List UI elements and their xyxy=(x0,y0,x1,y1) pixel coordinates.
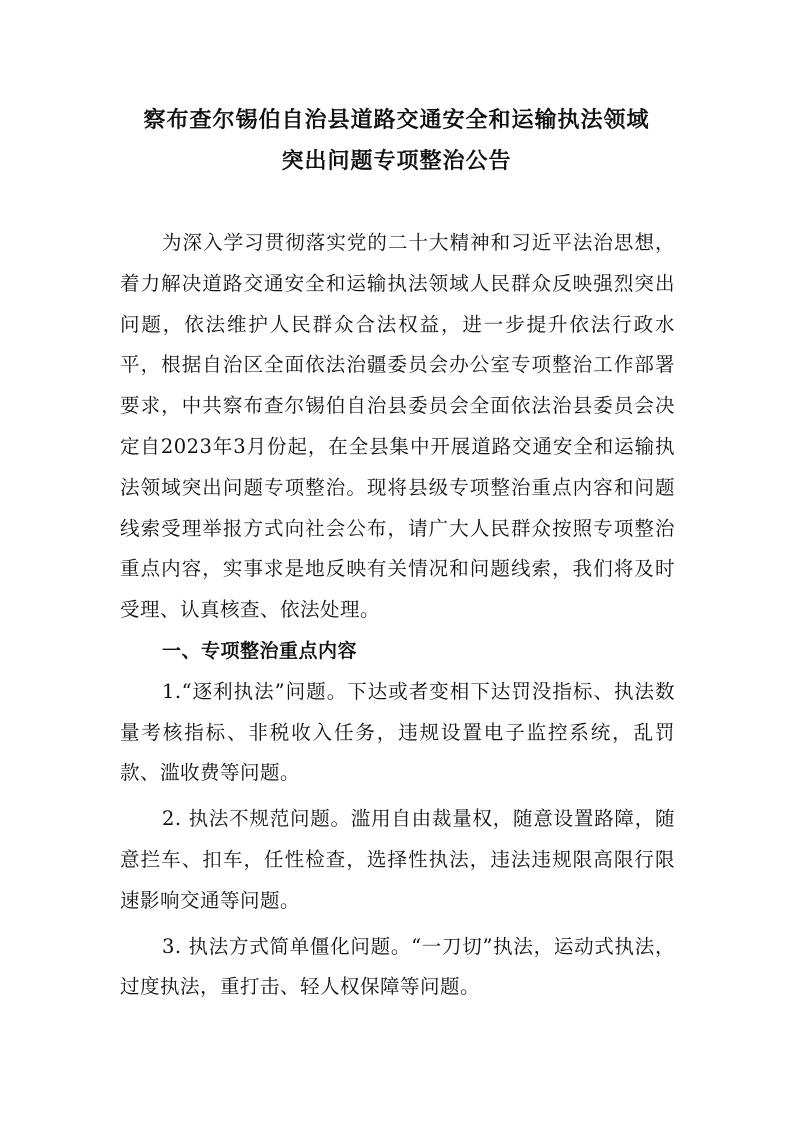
document-body xyxy=(120,223,675,1013)
list-item-1: 1.“逐利执法”问题。下达或者变相下达罚没指标、执法数量考核指标、非税收入任务，违规设置电子监控系统，乱罚款、滥收费等问题。 xyxy=(120,679,675,785)
document-title-line-1: 察布查尔锡伯自治县道路交通安全和运输执法领域 xyxy=(143,108,650,133)
document-title-line-2: 突出问题专项整治公告 xyxy=(281,149,512,174)
section-heading-1: 一、专项整治重点内容 xyxy=(162,639,358,662)
list-item-3: 3. 执法方式简单僵化问题。“一刀切”执法，运动式执法，过度执法，重打击、轻人权保障等问题。 xyxy=(120,934,675,999)
list-item-2: 2. 执法不规范问题。滥用自由裁量权，随意设置路障，随意拦车、扣车，任性检查，选择性执法，违法违规限高限行限速影响交通等问题。 xyxy=(120,807,675,912)
intro-paragraph: 为深入学习贯彻落实党的二十大精神和习近平法治思想，着力解决道路交通安全和运输执法领域人民群众反映强烈突出问题，依法维护人民群众合法权益，进一步提升依法行政水平，根据自治区全面依法治疆委员会办公室专项整治工作部署要求，中共察布查尔锡伯自治县委员会全面依法治县委员会决定自2023年3月份起，在全县集中开展道路交通安全和运输执法领域突出问题专项整治。现将县级专项整治重点内容和问题线索受理举报方式向社会公布，请广大人民群众按照专项整治重点内容，实事求是地反映有关情况和问题线索，我们将及时受理、认真核查、依法处理。 xyxy=(120,231,675,622)
